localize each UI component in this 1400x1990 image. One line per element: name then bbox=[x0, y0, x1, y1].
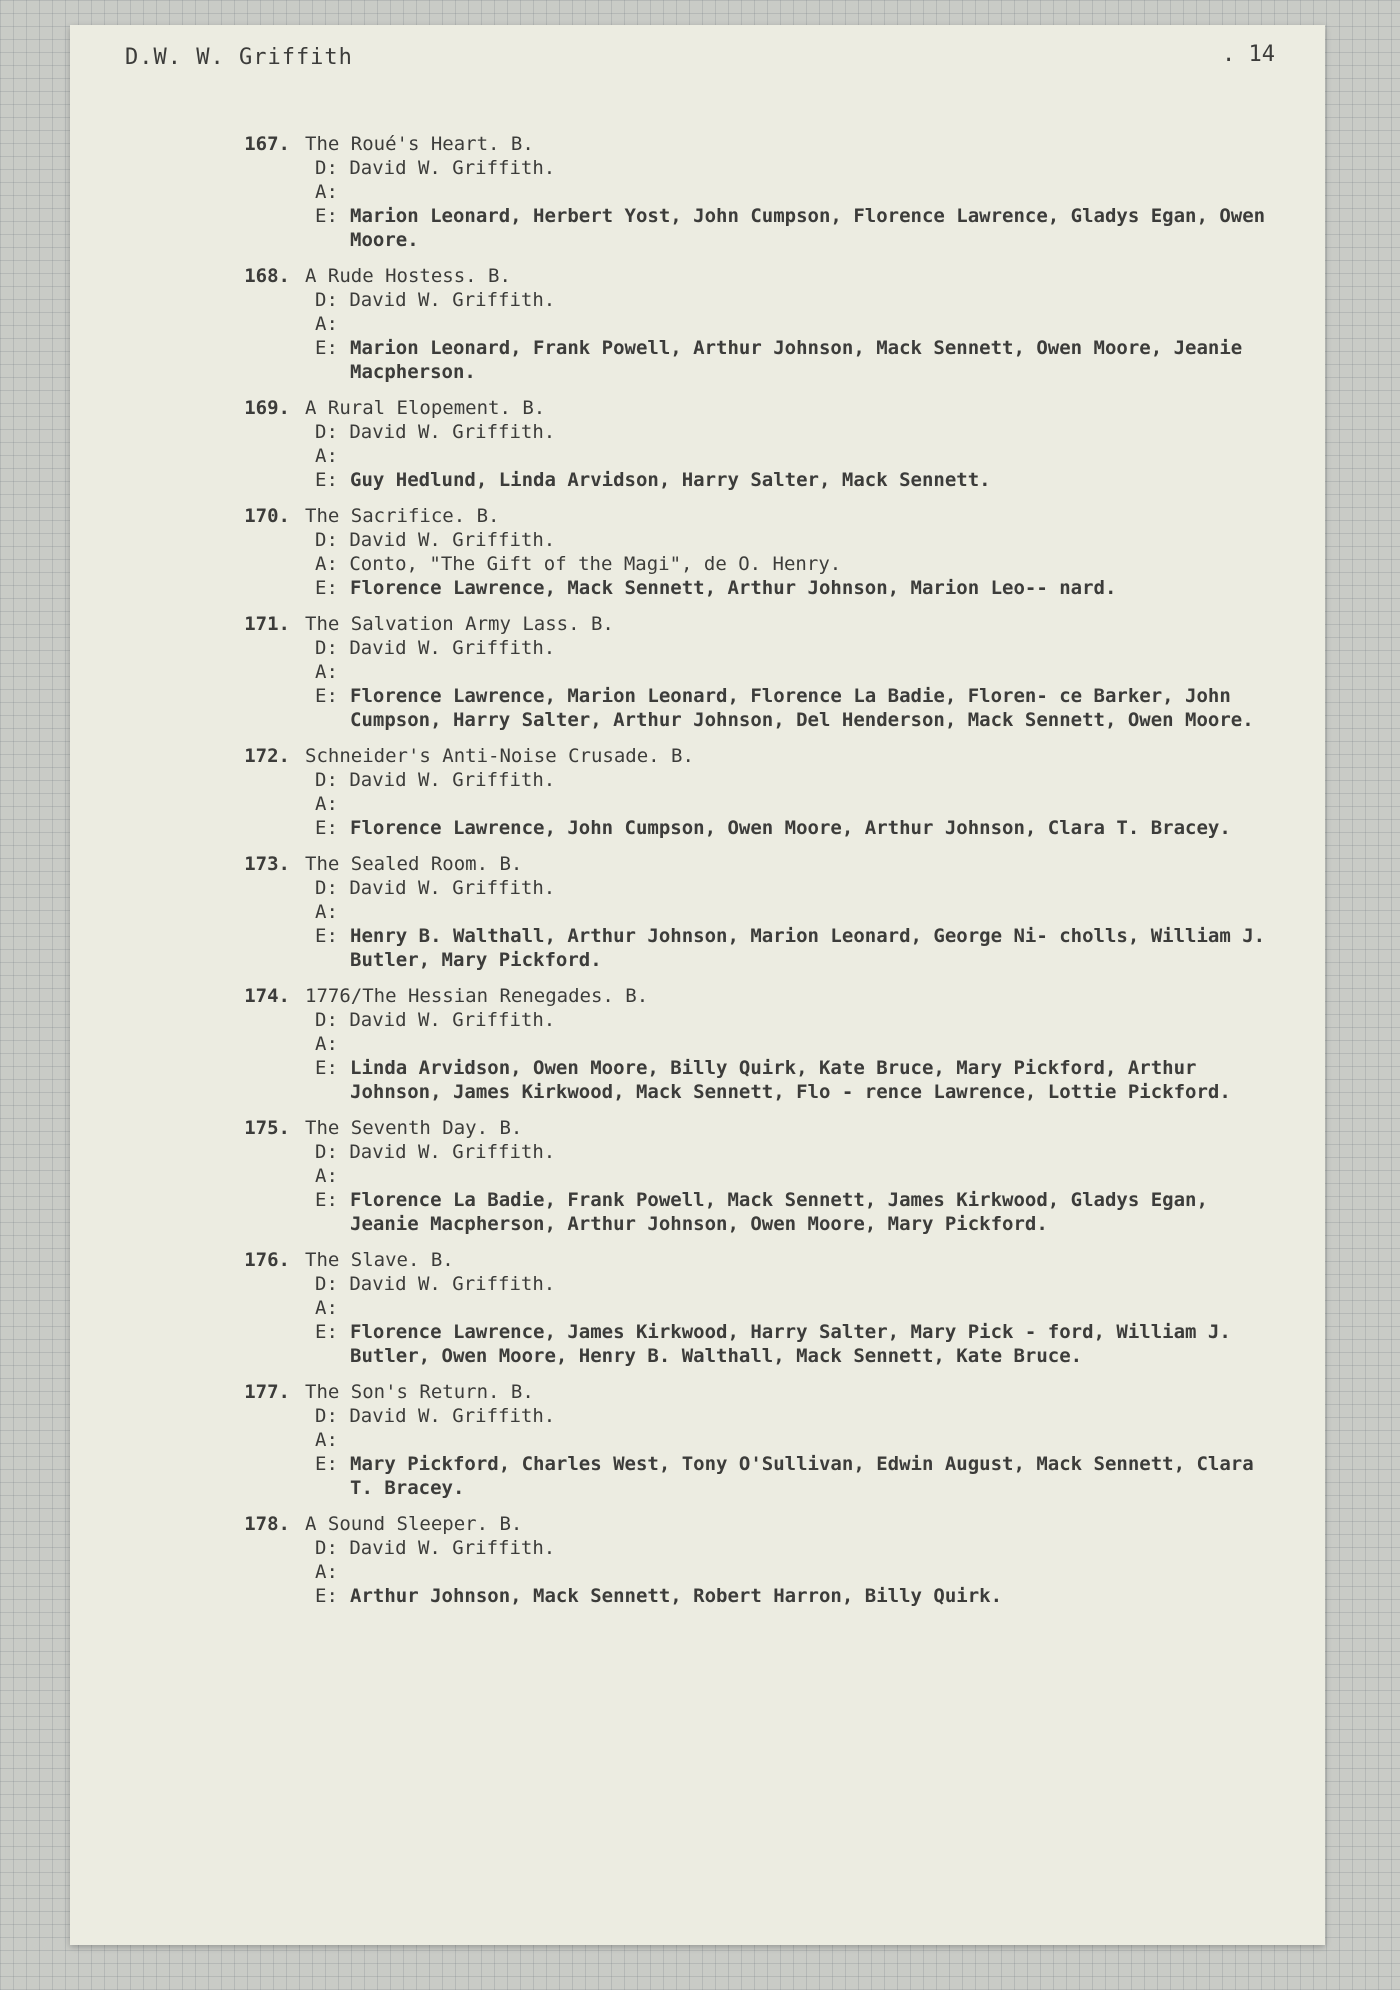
entry-number: 173. bbox=[244, 853, 290, 875]
film-title: The Seventh Day. B. bbox=[305, 1117, 523, 1139]
cast-label: E: bbox=[315, 1057, 338, 1079]
cast-label: E: bbox=[315, 817, 338, 839]
film-director: D: David W. Griffith. bbox=[315, 769, 556, 791]
film-director: D: David W. Griffith. bbox=[315, 1405, 556, 1427]
entry-number: 177. bbox=[244, 1381, 290, 1403]
cast-list: Marion Leonard, Herbert Yost, John Cumpson, Florence Lawrence, Gladys Egan, Owen Moore. bbox=[350, 205, 1266, 251]
cast-label: E: bbox=[315, 1453, 338, 1475]
film-director: D: David W. Griffith. bbox=[315, 157, 556, 179]
cast-label: E: bbox=[315, 1321, 338, 1343]
film-title: The Sealed Room. B. bbox=[305, 853, 523, 875]
entry-number: 176. bbox=[244, 1249, 290, 1271]
page-number: . 14 bbox=[1222, 42, 1275, 67]
film-author: A: bbox=[315, 1561, 338, 1583]
film-entry bbox=[220, 612, 1280, 732]
entry-number: 168. bbox=[244, 265, 290, 287]
film-author: A: bbox=[315, 901, 338, 923]
film-entry bbox=[220, 744, 1280, 840]
film-director: D: David W. Griffith. bbox=[315, 877, 556, 899]
entry-number: 167. bbox=[244, 133, 290, 155]
film-author: A: Conto, "The Gift of the Magi", de O. Henry. bbox=[315, 553, 842, 575]
film-cast bbox=[315, 924, 1280, 972]
entry-number: 170. bbox=[244, 505, 290, 527]
film-author: A: bbox=[315, 1033, 338, 1055]
film-cast bbox=[315, 204, 1280, 252]
film-cast bbox=[315, 576, 1280, 600]
cast-label: E: bbox=[315, 685, 338, 707]
film-title: Schneider's Anti-Noise Crusade. B. bbox=[305, 745, 694, 767]
film-author: A: bbox=[315, 1297, 338, 1319]
film-director: D: David W. Griffith. bbox=[315, 637, 556, 659]
film-title: The Roué's Heart. B. bbox=[305, 133, 534, 155]
film-entry bbox=[220, 396, 1280, 492]
film-entry bbox=[220, 264, 1280, 384]
film-director: D: David W. Griffith. bbox=[315, 1273, 556, 1295]
film-director: D: David W. Griffith. bbox=[315, 421, 556, 443]
cast-list: Florence Lawrence, James Kirkwood, Harry Salter, Mary Pick - ford, William J. Butler, Owen Moore, Henry B. Walthall, Mack Sennett, Kate Bruce. bbox=[350, 1321, 1231, 1367]
cast-list: Marion Leonard, Frank Powell, Arthur Johnson, Mack Sennett, Owen Moore, Jeanie Macpherson. bbox=[350, 337, 1243, 383]
film-author: A: bbox=[315, 1429, 338, 1451]
cast-list: Mary Pickford, Charles West, Tony O'Sullivan, Edwin August, Mack Sennett, Clara T. Bracey. bbox=[350, 1453, 1254, 1499]
cast-label: E: bbox=[315, 1189, 338, 1211]
cast-label: E: bbox=[315, 337, 338, 359]
film-entry bbox=[220, 852, 1280, 972]
film-title: 1776/The Hessian Renegades. B. bbox=[305, 985, 649, 1007]
film-cast bbox=[315, 1452, 1280, 1500]
cast-list: Arthur Johnson, Mack Sennett, Robert Harron, Billy Quirk. bbox=[350, 1585, 1003, 1607]
film-director: D: David W. Griffith. bbox=[315, 289, 556, 311]
filmography-list bbox=[220, 132, 1280, 1620]
film-entry bbox=[220, 984, 1280, 1104]
entry-number: 178. bbox=[244, 1513, 290, 1535]
film-author: A: bbox=[315, 661, 338, 683]
film-cast bbox=[315, 336, 1280, 384]
film-author: A: bbox=[315, 181, 338, 203]
film-entry bbox=[220, 1380, 1280, 1500]
film-cast bbox=[315, 1584, 1280, 1608]
film-cast bbox=[315, 1188, 1280, 1236]
film-title: The Son's Return. B. bbox=[305, 1381, 534, 1403]
cast-label: E: bbox=[315, 925, 338, 947]
film-title: A Rural Elopement. B. bbox=[305, 397, 546, 419]
film-entry bbox=[220, 504, 1280, 600]
film-author: A: bbox=[315, 313, 338, 335]
cast-list: Florence Lawrence, Mack Sennett, Arthur Johnson, Marion Leo-- nard. bbox=[350, 577, 1117, 599]
film-cast bbox=[315, 684, 1280, 732]
entry-number: 172. bbox=[244, 745, 290, 767]
film-entry bbox=[220, 1512, 1280, 1608]
cast-label: E: bbox=[315, 577, 338, 599]
page-header-name: D.W. W. Griffith bbox=[125, 45, 353, 70]
cast-list: Guy Hedlund, Linda Arvidson, Harry Salter, Mack Sennett. bbox=[350, 469, 991, 491]
entry-number: 171. bbox=[244, 613, 290, 635]
film-director: D: David W. Griffith. bbox=[315, 1009, 556, 1031]
film-director: D: David W. Griffith. bbox=[315, 1537, 556, 1559]
cast-label: E: bbox=[315, 1585, 338, 1607]
film-entry bbox=[220, 1116, 1280, 1236]
cast-list: Linda Arvidson, Owen Moore, Billy Quirk, Kate Bruce, Mary Pickford, Arthur Johnson, James Kirkwood, Mack Sennett, Flo - rence Lawrence, Lottie Pickford. bbox=[350, 1057, 1231, 1103]
entry-number: 174. bbox=[244, 985, 290, 1007]
film-cast bbox=[315, 1056, 1280, 1104]
film-author: A: bbox=[315, 1165, 338, 1187]
film-title: A Sound Sleeper. B. bbox=[305, 1513, 523, 1535]
cast-label: E: bbox=[315, 469, 338, 491]
film-entry bbox=[220, 1248, 1280, 1368]
film-title: The Slave. B. bbox=[305, 1249, 454, 1271]
cast-list: Florence Lawrence, John Cumpson, Owen Moore, Arthur Johnson, Clara T. Bracey. bbox=[350, 817, 1231, 839]
cast-list: Henry B. Walthall, Arthur Johnson, Marion Leonard, George Ni- cholls, William J. Butler, Mary Pickford. bbox=[350, 925, 1266, 971]
film-director: D: David W. Griffith. bbox=[315, 1141, 556, 1163]
film-title: The Sacrifice. B. bbox=[305, 505, 500, 527]
entry-number: 175. bbox=[244, 1117, 290, 1139]
typed-page bbox=[70, 25, 1325, 1945]
film-title: A Rude Hostess. B. bbox=[305, 265, 511, 287]
cast-list: Florence La Badie, Frank Powell, Mack Sennett, James Kirkwood, Gladys Egan, Jeanie Macpherson, Arthur Johnson, Owen Moore, Mary Pickford. bbox=[350, 1189, 1208, 1235]
film-director: D: David W. Griffith. bbox=[315, 529, 556, 551]
film-author: A: bbox=[315, 793, 338, 815]
film-title: The Salvation Army Lass. B. bbox=[305, 613, 614, 635]
cast-label: E: bbox=[315, 205, 338, 227]
entry-number: 169. bbox=[244, 397, 290, 419]
film-entry bbox=[220, 132, 1280, 252]
film-cast bbox=[315, 816, 1280, 840]
film-cast bbox=[315, 468, 1280, 492]
film-cast bbox=[315, 1320, 1280, 1368]
film-author: A: bbox=[315, 445, 338, 467]
cast-list: Florence Lawrence, Marion Leonard, Florence La Badie, Floren- ce Barker, John Cumpson, Harry Salter, Arthur Johnson, Del Henderson, Mack Sennett, Owen Moore. bbox=[350, 685, 1254, 731]
